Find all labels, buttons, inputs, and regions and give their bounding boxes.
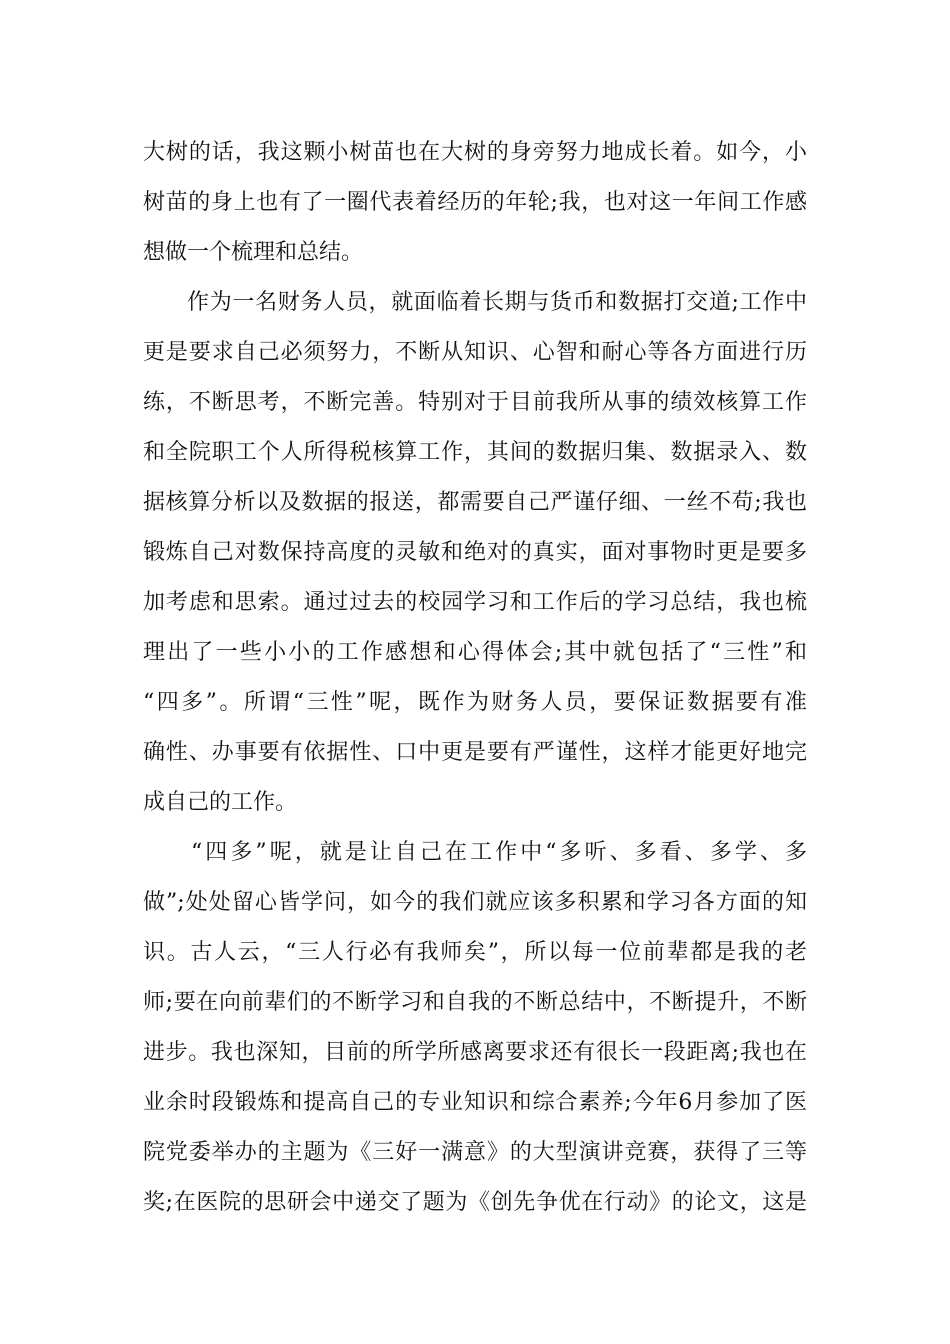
paragraph-3: [143, 828, 807, 1228]
paragraph-1: [143, 128, 807, 278]
text-line: 作为一名财务人员，就面临着长期与货币和数据打交道;工作中: [187, 290, 807, 315]
text-line: 院党委举办的主题为《三好一满意》的大型演讲竞赛，获得了三等: [143, 1140, 807, 1165]
text-line: 更是要求自己必须努力，不断从知识、心智和耐心等各方面进行历: [143, 340, 807, 365]
text-line: 确性、办事要有依据性、口中更是要有严谨性，这样才能更好地完: [143, 740, 807, 765]
text-line: “四多”呢，就是让自己在工作中“多听、多看、多学、多: [191, 840, 807, 865]
text-line: 识。古人云，“三人行必有我师矣”，所以每一位前辈都是我的老: [143, 940, 807, 965]
text-line: “四多”。所谓“三性”呢，既作为财务人员，要保证数据要有准: [143, 690, 807, 715]
text-line: 成自己的工作。: [143, 790, 298, 815]
text-line: 树苗的身上也有了一圈代表着经历的年轮;我，也对这一年间工作感: [143, 190, 807, 215]
text-line: 加考虑和思索。通过过去的校园学习和工作后的学习总结，我也梳: [143, 590, 807, 615]
text-line: 练，不断思考，不断完善。特别对于目前我所从事的绩效核算工作: [143, 390, 807, 415]
text-line: 师;要在向前辈们的不断学习和自我的不断总结中，不断提升，不断: [143, 990, 807, 1015]
document-body: [143, 128, 807, 1228]
text-line: 锻炼自己对数保持高度的灵敏和绝对的真实，面对事物时更是要多: [143, 540, 807, 565]
text-line: 大树的话，我这颗小树苗也在大树的身旁努力地成长着。如今，小: [143, 140, 807, 165]
text-line: 进步。我也深知，目前的所学所感离要求还有很长一段距离;我也在: [143, 1040, 807, 1065]
paragraph-2: [143, 278, 807, 828]
text-line: 理出了一些小小的工作感想和心得体会;其中就包括了“三性”和: [143, 640, 807, 665]
text-line: 据核算分析以及数据的报送，都需要自己严谨仔细、一丝不苟;我也: [143, 490, 807, 515]
text-line: 和全院职工个人所得税核算工作，其间的数据归集、数据录入、数: [143, 440, 807, 465]
text-line: 业余时段锻炼和提高自己的专业知识和综合素养;今年6月参加了医: [143, 1090, 807, 1115]
text-line: 奖;在医院的思研会中递交了题为《创先争优在行动》的论文，这是: [143, 1190, 807, 1215]
text-line: 做”;处处留心皆学问，如今的我们就应该多积累和学习各方面的知: [143, 890, 807, 915]
text-line: 想做一个梳理和总结。: [143, 240, 364, 265]
